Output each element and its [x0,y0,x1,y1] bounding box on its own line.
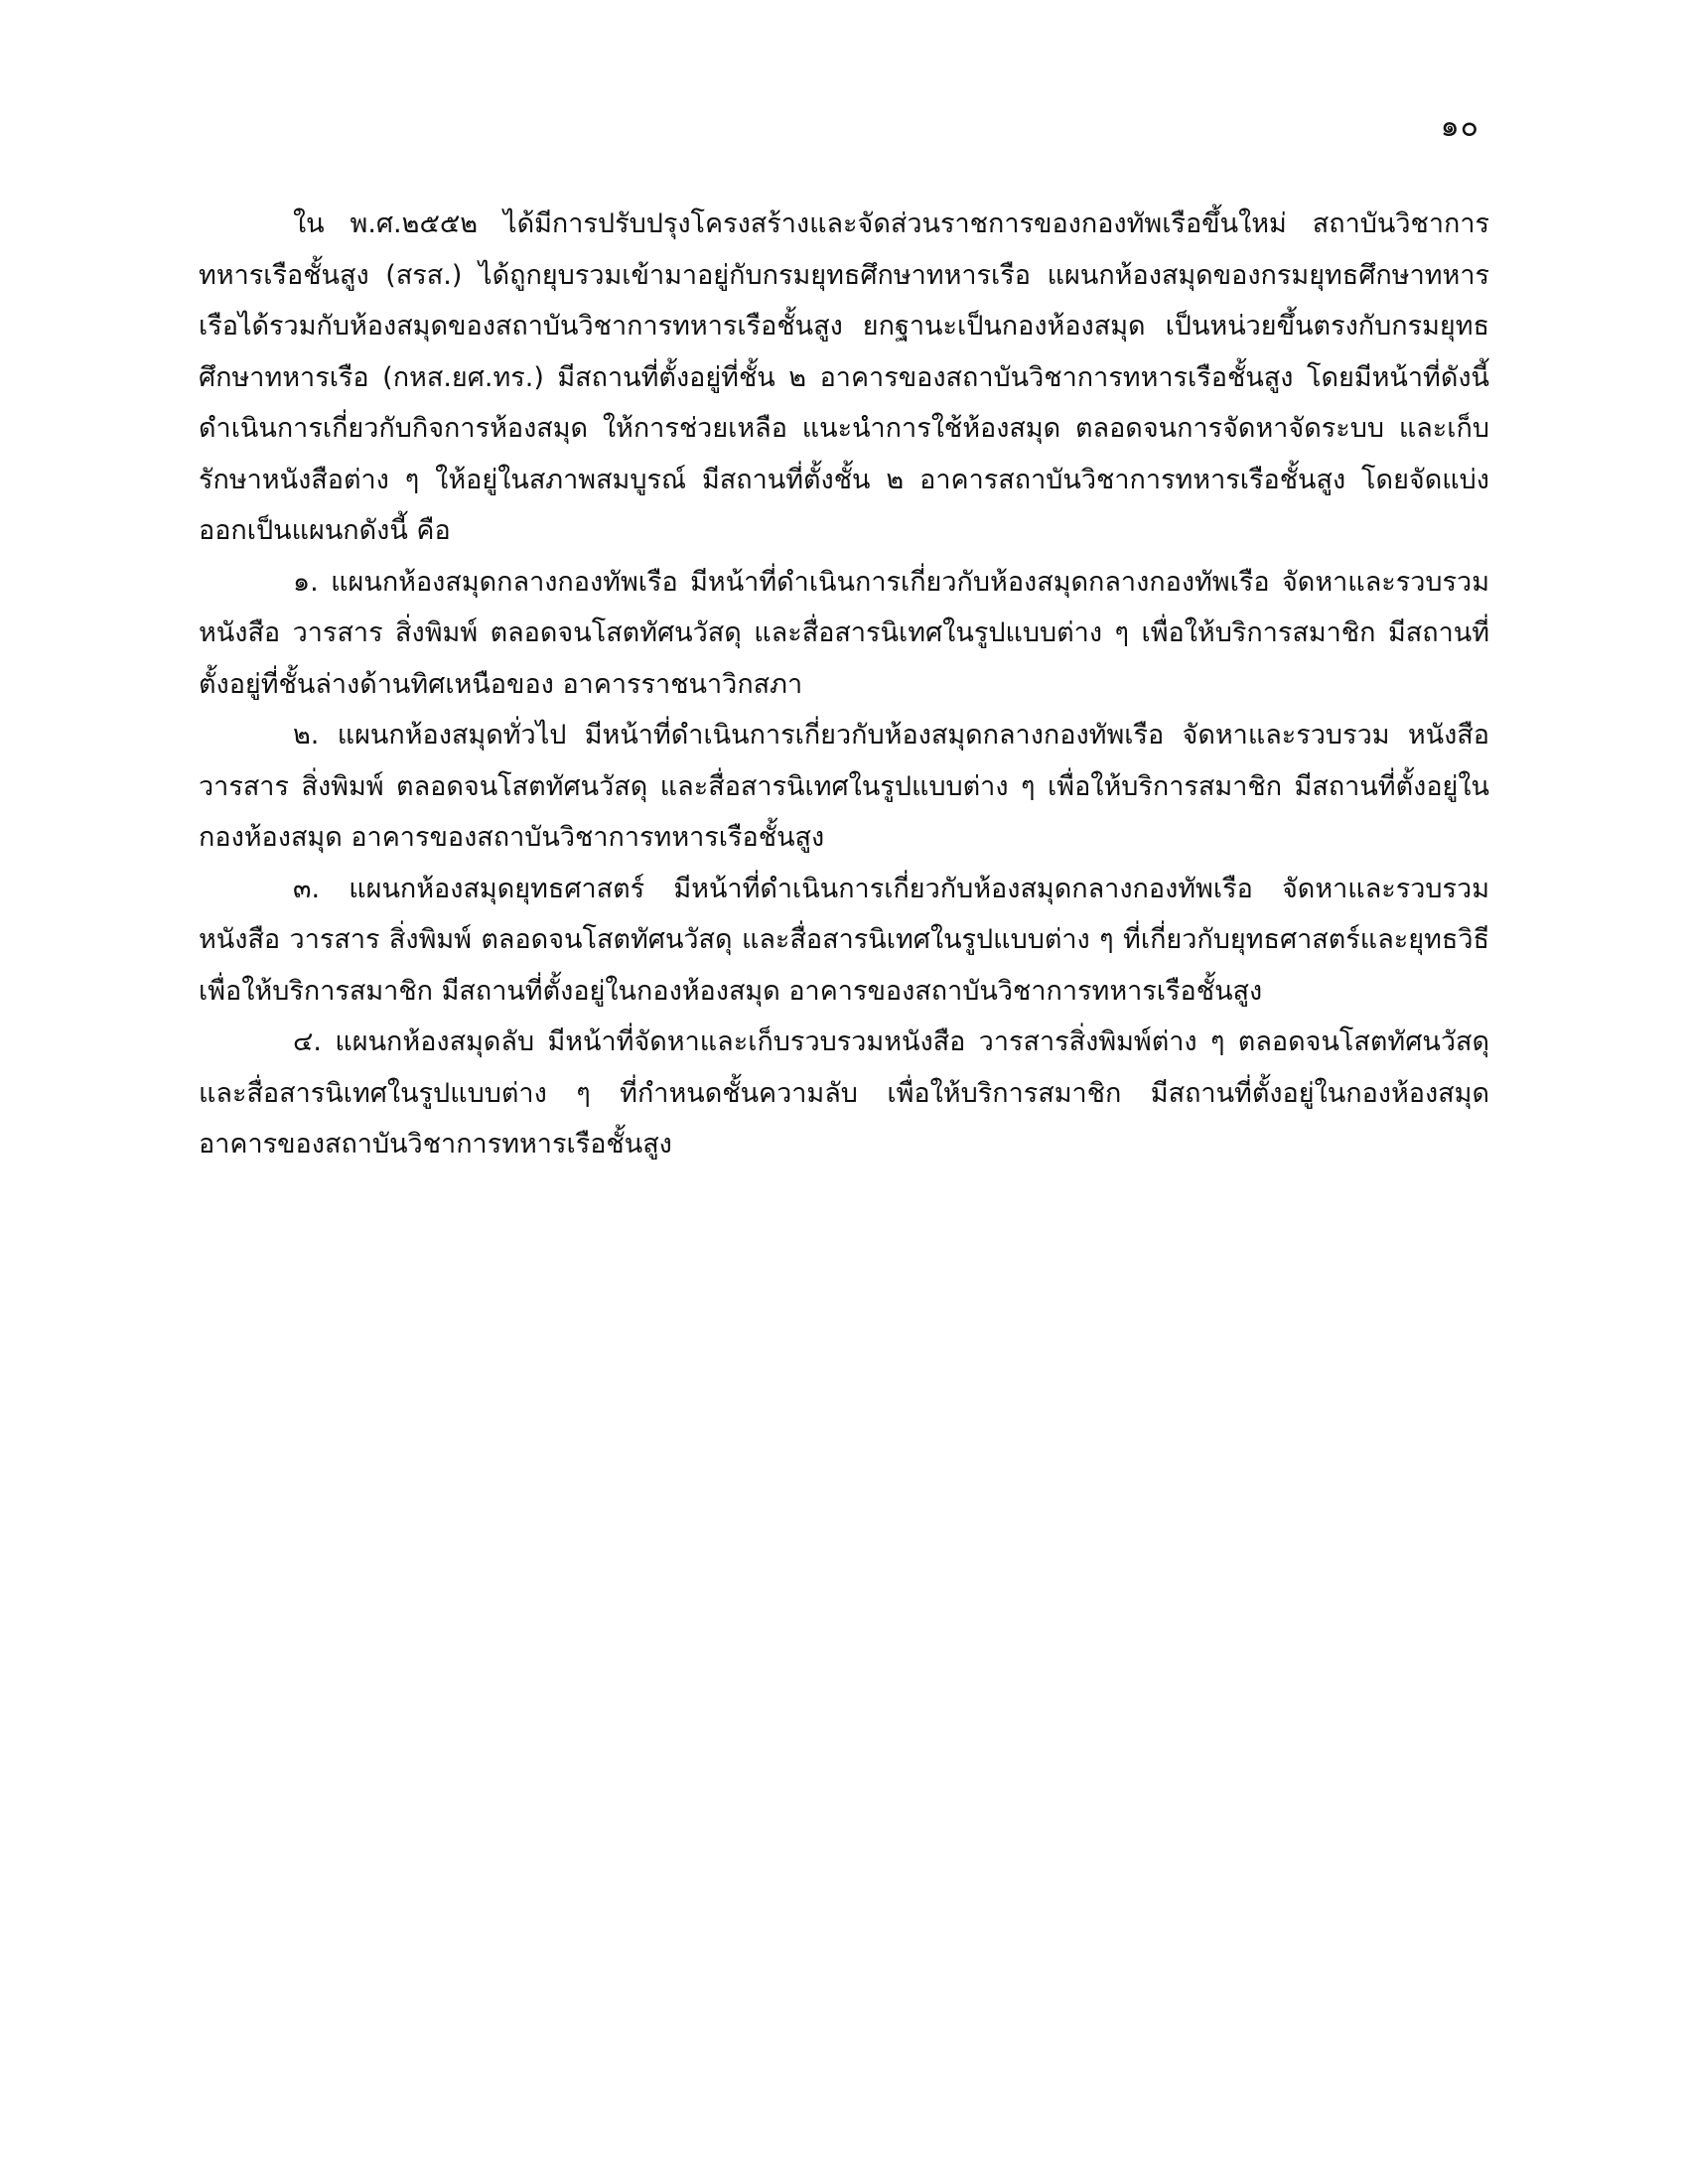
page-number: ๑๐ [1440,109,1479,144]
document-body [199,199,1489,1170]
paragraph-intro: ใน พ.ศ.๒๕๕๒ ได้มีการปรับปรุงโครงสร้างและจัดส่วนราชการของกองทัพเรือขึ้นใหม่ สถาบันวิชาการทหารเรือชั้นสูง (สรส.) ได้ถูกยุบรวมเข้ามาอยู่กับกรมยุทธศึกษาทหารเรือ แผนกห้องสมุดของกรมยุทธศึกษาทหารเรือได้รวมกับห้องสมุดของสถาบันวิชาการทหารเรือชั้นสูง ยกฐานะเป็นกองห้องสมุด เป็นหน่วยขึ้นตรงกับกรมยุทธศึกษาทหารเรือ (กหส.ยศ.ทร.) มีสถานที่ตั้งอยู่ที่ชั้น ๒ อาคารของสถาบันวิชาการทหารเรือชั้นสูง โดยมีหน้าที่ดังนี้ดำเนินการเกี่ยวกับกิจการห้องสมุด ให้การช่วยเหลือ แนะนำการใช้ห้องสมุด ตลอดจนการจัดหาจัดระบบ และเก็บรักษาหนังสือต่าง ๆ ให้อยู่ในสภาพสมบูรณ์ มีสถานที่ตั้งชั้น ๒ อาคารสถาบันวิชาการทหารเรือชั้นสูง โดยจัดแบ่งออกเป็นแผนกดังนี้ คือ [199,208,1489,546]
paragraph-item-1-central-library: ๑. แผนกห้องสมุดกลางกองทัพเรือ มีหน้าที่ดำเนินการเกี่ยวกับห้องสมุดกลางกองทัพเรือ จัดหาและรวบรวม หนังสือ วารสาร สิ่งพิมพ์ ตลอดจนโสตทัศนวัสดุ และสื่อสารนิเทศในรูปแบบต่าง ๆ เพื่อให้บริการสมาชิก มีสถานที่ตั้งอยู่ที่ชั้นล่างด้านทิศเหนือของ อาคารราชนาวิกสภา [199,566,1489,700]
paragraph-item-3-strategy-library: ๓. แผนกห้องสมุดยุทธศาสตร์ มีหน้าที่ดำเนินการเกี่ยวกับห้องสมุดกลางกองทัพเรือ จัดหาและรวบรวมหนังสือ วารสาร สิ่งพิมพ์ ตลอดจนโสตทัศนวัสดุ และสื่อสารนิเทศในรูปแบบต่าง ๆ ที่เกี่ยวกับยุทธศาสตร์และยุทธวิธีเพื่อให้บริการสมาชิก มีสถานที่ตั้งอยู่ในกองห้องสมุด อาคารของสถาบันวิชาการทหารเรือชั้นสูง [199,873,1489,1007]
paragraph-item-4-classified-library: ๔. แผนกห้องสมุดลับ มีหน้าที่จัดหาและเก็บรวบรวมหนังสือ วารสารสิ่งพิมพ์ต่าง ๆ ตลอดจนโสตทัศนวัสดุ และสื่อสารนิเทศในรูปแบบต่าง ๆ ที่กำหนดชั้นความลับ เพื่อให้บริการสมาชิก มีสถานที่ตั้งอยู่ในกองห้องสมุด อาคารของสถาบันวิชาการทหารเรือชั้นสูง [199,1026,1489,1160]
paragraph-item-2-general-library: ๒. แผนกห้องสมุดทั่วไป มีหน้าที่ดำเนินการเกี่ยวกับห้องสมุดกลางกองทัพเรือ จัดหาและรวบรวม หนังสือ วารสาร สิ่งพิมพ์ ตลอดจนโสตทัศนวัสดุ และสื่อสารนิเทศในรูปแบบต่าง ๆ เพื่อให้บริการสมาชิก มีสถานที่ตั้งอยู่ในกองห้องสมุด อาคารของสถาบันวิชาการทหารเรือชั้นสูง [199,720,1489,853]
